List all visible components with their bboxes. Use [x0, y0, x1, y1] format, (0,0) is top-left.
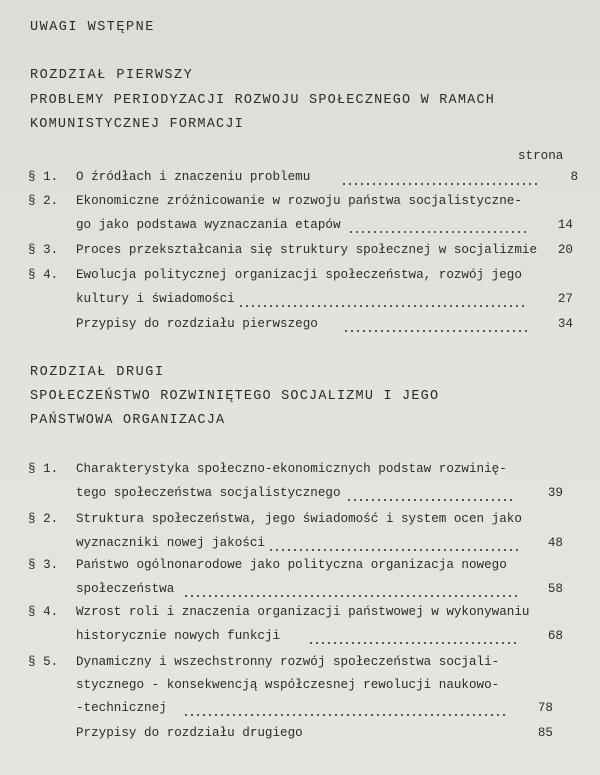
entry-title: Państwo ogólnonarodowe jako polityczna organizacja nowego — [76, 558, 507, 572]
dot-leader — [268, 549, 518, 551]
entry-title: O źródłach i znaczeniu problemu — [76, 170, 311, 184]
toc-entry — [28, 558, 573, 598]
entry-title: Wzrost roli i znaczenia organizacji państwowej w wykonywaniu — [76, 605, 530, 619]
section-number: § 3. — [28, 243, 59, 257]
page-number: 85 — [537, 726, 553, 740]
chapter1-title-line2: KOMUNISTYCZNEJ FORMACJI — [30, 117, 244, 132]
page-column-label: strona — [518, 149, 564, 163]
toc-entry — [28, 512, 573, 552]
page-number: 58 — [547, 582, 563, 596]
entry-title-cont: kultury i świadomości — [76, 292, 235, 306]
chapter1-label: ROZDZIAŁ PIERWSZY — [30, 68, 194, 83]
entry-title: Ekonomiczne zróżnicowanie w rozwoju państwa socjalistyczne- — [76, 194, 522, 208]
toc-entry — [28, 605, 573, 645]
entry-title: Przypisy do rozdziału pierwszego — [76, 317, 318, 331]
chapter1-title-line1: PROBLEMY PERIODYZACJI ROZWOJU SPOŁECZNEGO W RAMACH — [30, 93, 496, 108]
entry-title: Przypisy do rozdziału drugiego — [76, 726, 303, 740]
toc-entry — [28, 655, 573, 719]
section-number: § 4. — [28, 605, 59, 619]
entry-title-cont: tego społeczeństwa socjalistycznego — [76, 486, 341, 500]
entry-title: Struktura społeczeństwa, jego świadomość i system ocen jako — [76, 512, 522, 526]
toc-entry — [28, 726, 573, 746]
section-number: § 5. — [28, 655, 59, 669]
dot-leader — [238, 305, 528, 307]
dot-leader — [183, 595, 518, 597]
intro-heading: UWAGI WSTĘPNE — [30, 20, 155, 35]
section-number: § 1. — [28, 170, 59, 184]
entry-title-cont: wyznaczniki nowej jakości — [76, 536, 265, 550]
entry-title: Ewolucja politycznej organizacji społeczeństwa, rozwój jego — [76, 268, 522, 282]
entry-title: Charakterystyka społeczno-ekonomicznych podstaw rozwinię- — [76, 462, 507, 476]
entry-title-cont: historycznie nowych funkcji — [76, 629, 281, 643]
page-number: 8 — [570, 170, 578, 184]
chapter2-title-line1: SPOŁECZEŃSTWO ROZWINIĘTEGO SOCJALIZMU I JEGO — [30, 389, 440, 404]
entry-title: Proces przekształcania się struktury społecznej w socjalizmie — [76, 243, 538, 257]
toc-entry — [28, 462, 573, 502]
dot-leader — [308, 642, 518, 644]
page-number: 48 — [547, 536, 563, 550]
entry-title-cont: stycznego - konsekwencją współczesnej rewolucji naukowo- — [76, 678, 500, 692]
entry-title-cont: -technicznej — [76, 701, 167, 715]
page-number: 14 — [557, 218, 573, 232]
dot-leader — [348, 231, 528, 233]
page-number: 20 — [557, 243, 573, 257]
entry-title: Dynamiczny i wszechstronny rozwój społeczeństwa socjali- — [76, 655, 500, 669]
page-number: 39 — [547, 486, 563, 500]
dot-leader — [343, 330, 528, 332]
toc-entry — [28, 170, 578, 190]
section-number: § 2. — [28, 512, 59, 526]
toc-entry — [28, 194, 573, 234]
section-number: § 4. — [28, 268, 59, 282]
toc-entry — [28, 317, 573, 337]
dot-leader — [341, 183, 541, 185]
dot-leader — [183, 714, 508, 716]
section-number: § 3. — [28, 558, 59, 572]
page-number: 27 — [557, 292, 573, 306]
chapter2-title-line2: PAŃSTWOWA ORGANIZACJA — [30, 413, 226, 428]
chapter2-label: ROZDZIAŁ DRUGI — [30, 365, 165, 380]
entry-title-cont: społeczeństwa — [76, 582, 175, 596]
page-number: 34 — [557, 317, 573, 331]
toc-entry — [28, 268, 573, 308]
toc-entry — [28, 243, 573, 263]
dot-leader — [346, 499, 516, 501]
section-number: § 1. — [28, 462, 59, 476]
section-number: § 2. — [28, 194, 59, 208]
entry-title-cont: go jako podstawa wyznaczania etapów — [76, 218, 341, 232]
page-number: 78 — [537, 701, 553, 715]
page-number: 68 — [547, 629, 563, 643]
